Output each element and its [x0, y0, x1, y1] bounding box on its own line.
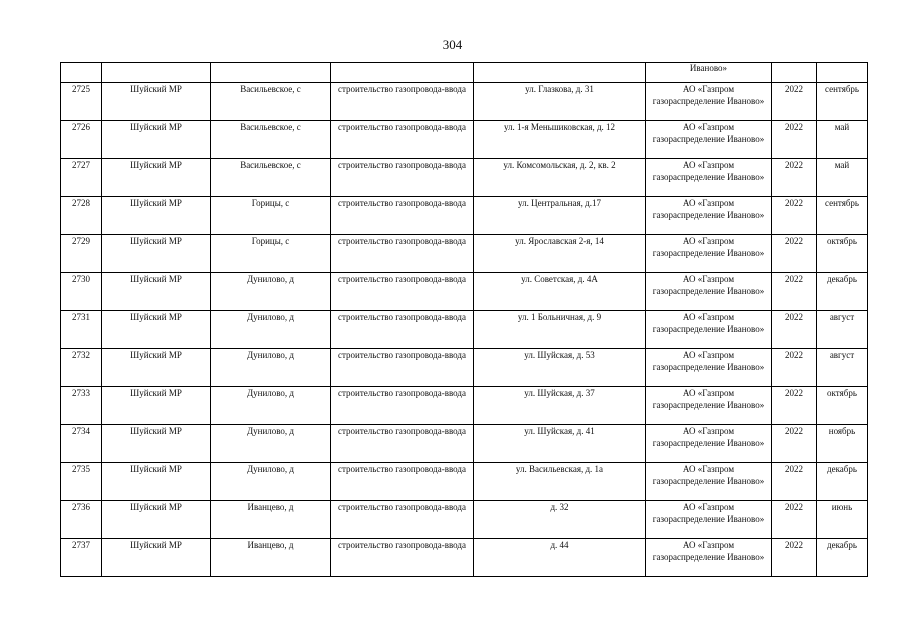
cell-work: строительство газопровода-ввода	[331, 159, 474, 197]
cell-address: ул. 1 Больничная, д. 9	[474, 311, 646, 349]
cell-month: сентябрь	[817, 197, 868, 235]
cell-locality: Дунилово, д	[211, 349, 331, 387]
table-row	[61, 235, 868, 273]
cell-company: Иваново»	[646, 63, 772, 83]
cell-address: д. 44	[474, 539, 646, 577]
cell-locality: Васильевское, с	[211, 159, 331, 197]
cell-month: декабрь	[817, 273, 868, 311]
cell-company: АО «Газпром газораспределение Иваново»	[646, 273, 772, 311]
table-row	[61, 539, 868, 577]
cell-district: Шуйский МР	[102, 83, 211, 121]
cell-work: строительство газопровода-ввода	[331, 349, 474, 387]
cell-locality: Дунилово, д	[211, 273, 331, 311]
cell-locality: Дунилово, д	[211, 425, 331, 463]
cell-month: август	[817, 349, 868, 387]
cell-num: 2734	[61, 425, 102, 463]
cell-num: 2729	[61, 235, 102, 273]
cell-address: ул. 1-я Меньшиковская, д. 12	[474, 121, 646, 159]
cell-district: Шуйский МР	[102, 387, 211, 425]
cell-district: Шуйский МР	[102, 121, 211, 159]
cell-district: Шуйский МР	[102, 273, 211, 311]
cell-locality: Иванцево, д	[211, 501, 331, 539]
cell-month	[817, 63, 868, 83]
cell-locality: Иванцево, д	[211, 539, 331, 577]
cell-district: Шуйский МР	[102, 159, 211, 197]
cell-year: 2022	[772, 539, 817, 577]
cell-work	[331, 63, 474, 83]
cell-company: АО «Газпром газораспределение Иваново»	[646, 349, 772, 387]
cell-district: Шуйский МР	[102, 311, 211, 349]
table-row	[61, 83, 868, 121]
cell-year: 2022	[772, 387, 817, 425]
cell-district: Шуйский МР	[102, 463, 211, 501]
cell-company: АО «Газпром газораспределение Иваново»	[646, 387, 772, 425]
cell-work: строительство газопровода-ввода	[331, 425, 474, 463]
cell-month: июнь	[817, 501, 868, 539]
cell-year: 2022	[772, 311, 817, 349]
cell-work: строительство газопровода-ввода	[331, 311, 474, 349]
cell-district: Шуйский МР	[102, 539, 211, 577]
continuation-row	[61, 63, 868, 83]
cell-year: 2022	[772, 159, 817, 197]
cell-work: строительство газопровода-ввода	[331, 463, 474, 501]
cell-work: строительство газопровода-ввода	[331, 83, 474, 121]
cell-num: 2731	[61, 311, 102, 349]
cell-month: ноябрь	[817, 425, 868, 463]
cell-address: ул. Центральная, д.17	[474, 197, 646, 235]
cell-address: ул. Шуйская, д. 37	[474, 387, 646, 425]
cell-locality: Горицы, с	[211, 235, 331, 273]
cell-year: 2022	[772, 425, 817, 463]
cell-work: строительство газопровода-ввода	[331, 273, 474, 311]
cell-month: май	[817, 159, 868, 197]
table-row	[61, 273, 868, 311]
cell-address: ул. Советская, д. 4А	[474, 273, 646, 311]
cell-address: д. 32	[474, 501, 646, 539]
cell-locality: Дунилово, д	[211, 387, 331, 425]
cell-locality	[211, 63, 331, 83]
cell-num: 2732	[61, 349, 102, 387]
table-row	[61, 311, 868, 349]
cell-year: 2022	[772, 273, 817, 311]
cell-month: май	[817, 121, 868, 159]
table-row	[61, 159, 868, 197]
cell-num: 2726	[61, 121, 102, 159]
cell-work: строительство газопровода-ввода	[331, 501, 474, 539]
cell-year: 2022	[772, 83, 817, 121]
cell-month: декабрь	[817, 463, 868, 501]
cell-address: ул. Васильевская, д. 1а	[474, 463, 646, 501]
cell-locality: Васильевское, с	[211, 121, 331, 159]
table-row	[61, 197, 868, 235]
cell-year: 2022	[772, 501, 817, 539]
cell-company: АО «Газпром газораспределение Иваново»	[646, 83, 772, 121]
cell-num: 2736	[61, 501, 102, 539]
cell-address: ул. Комсомольская, д. 2, кв. 2	[474, 159, 646, 197]
table-row	[61, 425, 868, 463]
cell-num: 2728	[61, 197, 102, 235]
cell-address	[474, 63, 646, 83]
cell-company: АО «Газпром газораспределение Иваново»	[646, 121, 772, 159]
cell-year	[772, 63, 817, 83]
cell-num: 2737	[61, 539, 102, 577]
table-row	[61, 121, 868, 159]
cell-work: строительство газопровода-ввода	[331, 539, 474, 577]
cell-locality: Горицы, с	[211, 197, 331, 235]
cell-month: октябрь	[817, 387, 868, 425]
table-row	[61, 501, 868, 539]
cell-year: 2022	[772, 197, 817, 235]
cell-company: АО «Газпром газораспределение Иваново»	[646, 159, 772, 197]
cell-year: 2022	[772, 235, 817, 273]
cell-company: АО «Газпром газораспределение Иваново»	[646, 311, 772, 349]
cell-district	[102, 63, 211, 83]
page-number: 304	[442, 37, 463, 52]
cell-address: ул. Шуйская, д. 53	[474, 349, 646, 387]
cell-month: октябрь	[817, 235, 868, 273]
cell-address: ул. Шуйская, д. 41	[474, 425, 646, 463]
cell-num	[61, 63, 102, 83]
cell-work: строительство газопровода-ввода	[331, 235, 474, 273]
cell-district: Шуйский МР	[102, 425, 211, 463]
cell-work: строительство газопровода-ввода	[331, 387, 474, 425]
cell-month: август	[817, 311, 868, 349]
cell-year: 2022	[772, 463, 817, 501]
table-row	[61, 387, 868, 425]
cell-month: декабрь	[817, 539, 868, 577]
cell-locality: Дунилово, д	[211, 463, 331, 501]
cell-work: строительство газопровода-ввода	[331, 197, 474, 235]
cell-company: АО «Газпром газораспределение Иваново»	[646, 197, 772, 235]
cell-company: АО «Газпром газораспределение Иваново»	[646, 235, 772, 273]
cell-district: Шуйский МР	[102, 235, 211, 273]
cell-year: 2022	[772, 349, 817, 387]
cell-num: 2727	[61, 159, 102, 197]
cell-company: АО «Газпром газораспределение Иваново»	[646, 501, 772, 539]
gasification-table	[60, 62, 868, 577]
cell-address: ул. Ярославская 2-я, 14	[474, 235, 646, 273]
cell-month: сентябрь	[817, 83, 868, 121]
cell-district: Шуйский МР	[102, 349, 211, 387]
cell-company: АО «Газпром газораспределение Иваново»	[646, 425, 772, 463]
cell-year: 2022	[772, 121, 817, 159]
cell-num: 2730	[61, 273, 102, 311]
cell-work: строительство газопровода-ввода	[331, 121, 474, 159]
table-row	[61, 349, 868, 387]
cell-address: ул. Глазкова, д. 31	[474, 83, 646, 121]
cell-company: АО «Газпром газораспределение Иваново»	[646, 539, 772, 577]
cell-district: Шуйский МР	[102, 197, 211, 235]
table-body	[61, 63, 868, 577]
cell-num: 2733	[61, 387, 102, 425]
cell-locality: Васильевское, с	[211, 83, 331, 121]
cell-district: Шуйский МР	[102, 501, 211, 539]
cell-company: АО «Газпром газораспределение Иваново»	[646, 463, 772, 501]
cell-num: 2735	[61, 463, 102, 501]
cell-num: 2725	[61, 83, 102, 121]
table-row	[61, 463, 868, 501]
cell-locality: Дунилово, д	[211, 311, 331, 349]
